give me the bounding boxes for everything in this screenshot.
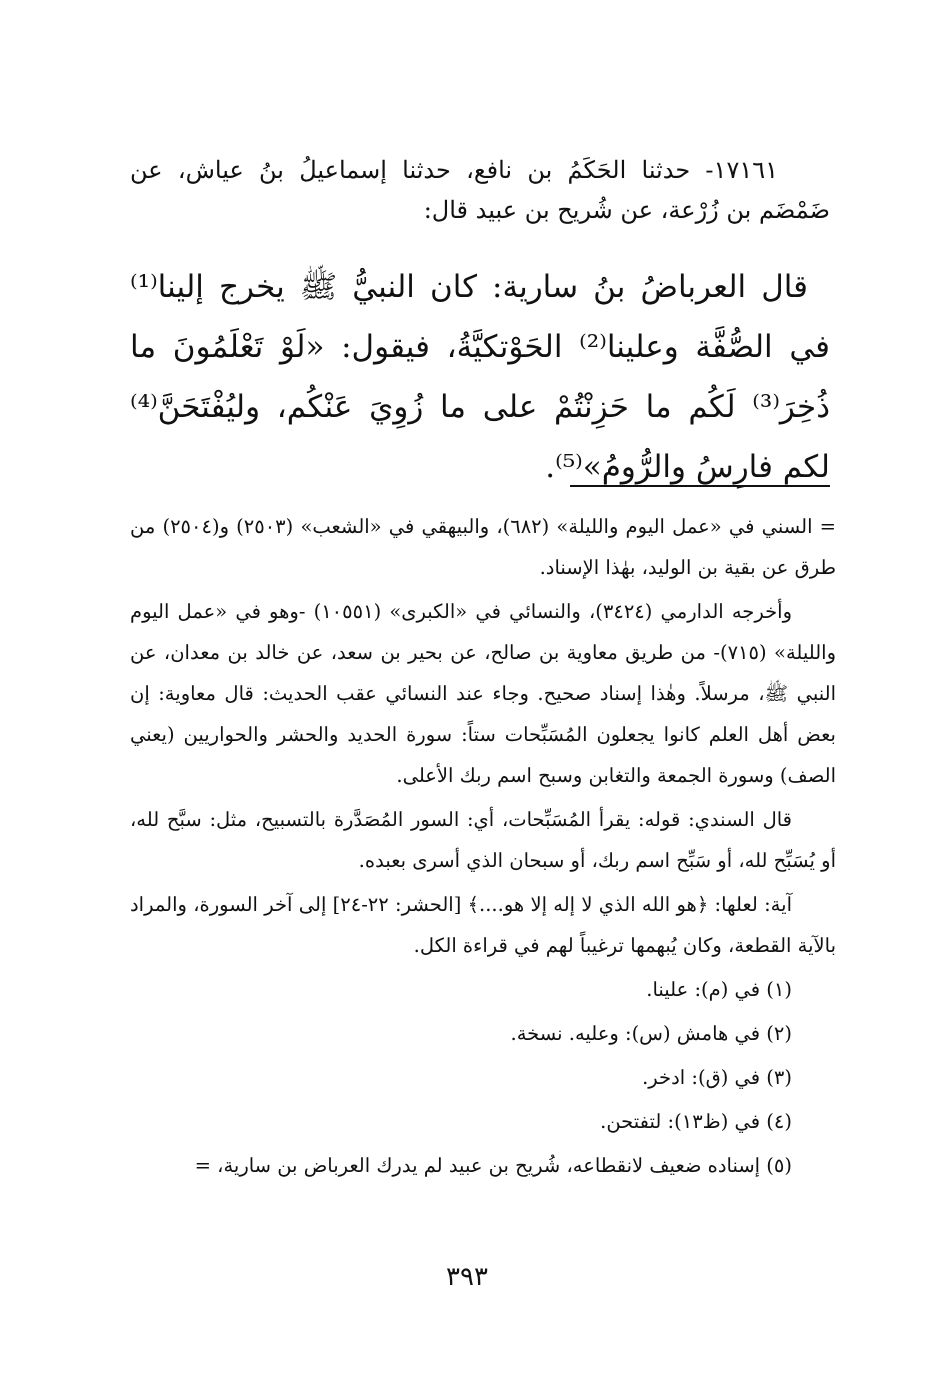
footnote-1: (١) في (م): علينا.	[646, 978, 792, 1001]
hadith-matn: قال العرباضُ بنُ سارية: كان النبيُّ ﷺ يخرج إلينا⁽¹⁾ في الصُّفَّة وعلينا⁽²⁾ الحَوْتكيَّةُ، فيقول: «لَوْ تَعْلَمُونَ ما ذُخِرَ⁽³⁾ لَكُم ما حَزِنْتُمْ على ما زُوِيَ عَنْكُم، وليُفْتَحَنَّ⁽⁴⁾ لكم فارِسُ والرُّومُ»⁽⁵⁾.	[130, 269, 830, 485]
footnote-separator	[570, 485, 830, 487]
hadith-isnad: ١٧١٦١- حدثنا الحَكَمُ بن نافع، حدثنا إسماعيلُ بنُ عياش، عن ضَمْضَم بن زُرْعة، عن شُريح بن عبيد قال:	[130, 156, 830, 224]
footnote-sindi: قال السندي: قوله: يقرأ المُسَبِّحات، أي: السور المُصَدَّرة بالتسبيح، مثل: سبَّح لله، أو يُسَبِّح لله، أو سَبِّح اسم ربك، أو سبحان الذي أسرى بعبده.	[130, 808, 836, 872]
footnote-2: (٢) في هامش (س): وعليه. نسخة.	[510, 1022, 792, 1045]
footnote-ayah: آية: لعلها: ﴿هو الله الذي لا إله إلا هو....﴾ [الحشر: ٢٢-٢٤] إلى آخر السورة، والمراد بالآية القطعة، وكان يُبهمها ترغيباً لهم في قراءة الكل.	[130, 893, 836, 957]
footnote-takhrij: وأخرجه الدارمي (٣٤٢٤)، والنسائي في «الكبرى» (١٠٥٥١) -وهو في «عمل اليوم والليلة» (٧١٥)- من طريق معاوية بن صالح، عن بحير بن سعد، عن خالد بن معدان، عن النبي ﷺ، مرسلاً. وهٰذا إسناد صحيح. وجاء عند النسائي عقب الحديث: قال معاوية: إن بعض أهل العلم كانوا يجعلون المُسَبِّحات ستاً: سورة الحديد والحشر والحواريين (يعني الصف) وسورة الجمعة والتغابن وسبح اسم ربك الأعلى.	[130, 600, 837, 787]
footnote-5: (٥) إسناده ضعيف لانقطاعه، شُريح بن عبيد لم يدرك العرباض بن سارية، =	[194, 1154, 792, 1177]
footnote-continuation: = السني في «عمل اليوم والليلة» (٦٨٢)، والبيهقي في «الشعب» (٢٥٠٣) و(٢٥٠٤) من طرق عن بقية بن الوليد، بهٰذا الإسناد.	[130, 515, 836, 579]
footnote-3: (٣) في (ق): ادخر.	[642, 1066, 792, 1089]
footnotes-section	[130, 506, 836, 1189]
footnote-4: (٤) في (ظ١٣): لتفتحن.	[600, 1110, 792, 1133]
page-number: ٣٩٣	[446, 1262, 488, 1292]
